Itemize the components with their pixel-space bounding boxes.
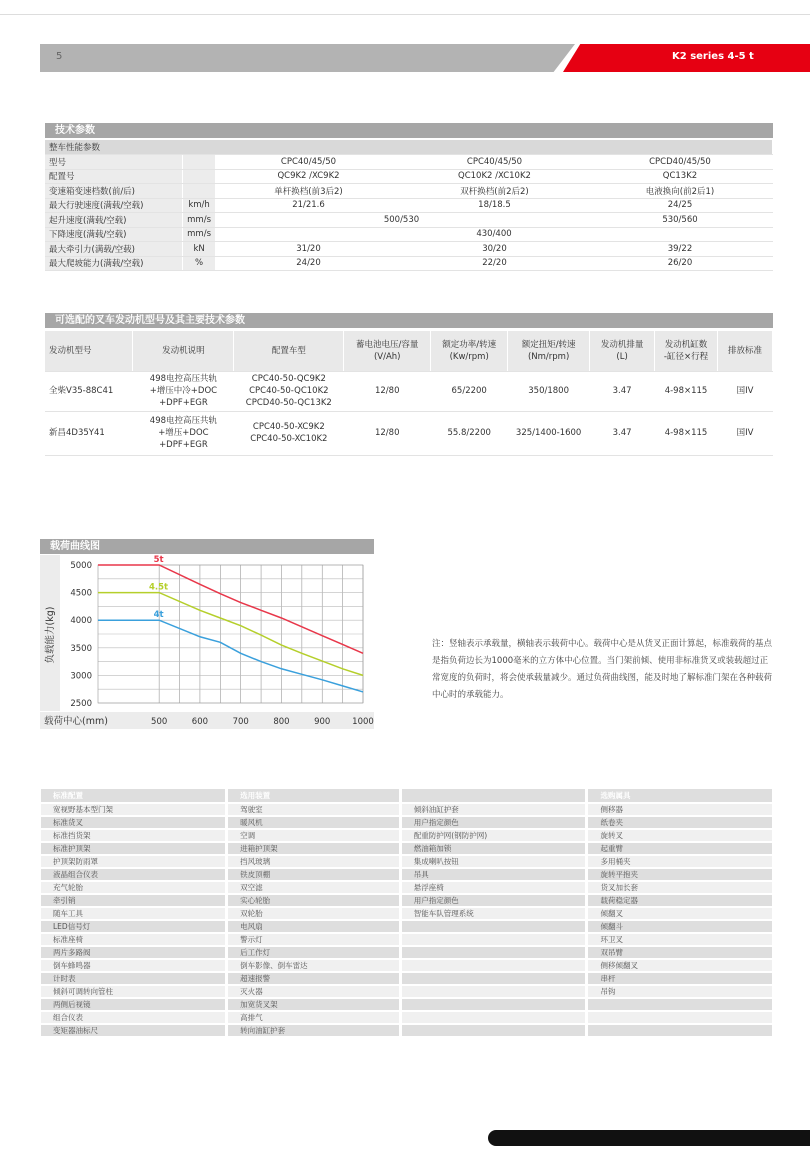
config-item: 牵引销 xyxy=(41,894,227,907)
param-value: CPC40/45/50 xyxy=(216,155,402,170)
config-row xyxy=(41,881,774,894)
tech-params-table xyxy=(45,140,773,271)
engines-header-cell: 蓄电池电压/容量 (V/Ah) xyxy=(344,331,431,371)
param-label: 配置号 xyxy=(45,169,183,184)
series-label: 4.5t xyxy=(149,582,169,593)
param-unit xyxy=(183,155,216,170)
engine-cell: 3.47 xyxy=(590,411,655,455)
config-item: 倾斜油缸护套 xyxy=(400,803,587,816)
config-item: 侧移倾翻叉 xyxy=(587,959,774,972)
config-item: 电风扇 xyxy=(227,920,401,933)
engine-cell: 325/1400-1600 xyxy=(508,411,590,455)
engines-header-cell: 排放标准 xyxy=(718,331,773,371)
config-row xyxy=(41,959,774,972)
config-item: 纸卷夹 xyxy=(587,816,774,829)
tech-param-row xyxy=(45,169,773,184)
engine-cell: 国IV xyxy=(718,411,773,455)
series-label: 5t xyxy=(153,555,164,565)
config-header-row xyxy=(41,789,774,803)
engine-cell: 3.47 xyxy=(590,371,655,411)
config-item: 转向油缸护套 xyxy=(227,1024,401,1037)
param-value: 430/400 xyxy=(216,227,773,242)
x-tick-label: 1000 xyxy=(352,717,374,727)
param-label: 最大爬坡能力(满载/空载) xyxy=(45,256,183,271)
config-item: 双空滤 xyxy=(227,881,401,894)
tech-param-row xyxy=(45,184,773,199)
param-label: 变速箱变速档数(前/后) xyxy=(45,184,183,199)
config-item: 用户指定颜色 xyxy=(400,816,587,829)
config-item: 串杆 xyxy=(587,972,774,985)
param-value: 26/20 xyxy=(587,256,772,271)
x-tick-label: 500 xyxy=(151,717,168,727)
param-label: 最大牵引力(满载/空载) xyxy=(45,242,183,257)
config-item: 铁皮顶棚 xyxy=(227,868,401,881)
config-header-cell xyxy=(400,789,587,803)
param-unit: km/h xyxy=(183,198,216,213)
y-axis-label: 负载能力(kg) xyxy=(45,606,56,664)
config-row xyxy=(41,946,774,959)
config-item: 警示灯 xyxy=(227,933,401,946)
config-header-cell: 标准配置 xyxy=(41,789,227,803)
param-unit: % xyxy=(183,256,216,271)
config-item: 配重防护网(钢防护网) xyxy=(400,829,587,842)
param-value: 24/25 xyxy=(587,198,772,213)
engines-header-cell: 发动机缸数 -缸径×行程 xyxy=(655,331,718,371)
config-item xyxy=(400,972,587,985)
config-item: 倾翻叉 xyxy=(587,907,774,920)
config-item: 双轮胎 xyxy=(227,907,401,920)
config-item: 旋转叉 xyxy=(587,829,774,842)
x-axis-label: 载荷中心(mm) xyxy=(44,716,108,727)
param-value: 双杆换档(前2后2) xyxy=(401,184,587,199)
config-row xyxy=(41,855,774,868)
param-unit xyxy=(183,169,216,184)
engine-cell: 4-98×115 xyxy=(655,411,718,455)
y-tick-label: 4000 xyxy=(70,616,92,627)
config-item: 标准挡货架 xyxy=(41,829,227,842)
config-item: 起重臂 xyxy=(587,842,774,855)
param-value: 21/21.6 xyxy=(216,198,402,213)
config-item: 两片多路阀 xyxy=(41,946,227,959)
config-item: 超速报警 xyxy=(227,972,401,985)
config-item: 倾翻斗 xyxy=(587,920,774,933)
tech-param-row xyxy=(45,213,773,228)
engine-row xyxy=(45,371,773,411)
config-row xyxy=(41,868,774,881)
engine-cell: CPC40-50-XC9K2 CPC40-50-XC10K2 xyxy=(234,411,344,455)
engine-cell: 新昌4D35Y41 xyxy=(45,411,133,455)
config-item: 载荷稳定器 xyxy=(587,894,774,907)
engines-header-row xyxy=(45,331,773,371)
config-item: 加宽货叉架 xyxy=(227,998,401,1011)
config-item: 吊钩 xyxy=(587,985,774,998)
config-item: 环卫叉 xyxy=(587,933,774,946)
config-item: 吊具 xyxy=(400,868,587,881)
config-row xyxy=(41,816,774,829)
tech-params-title: 技术参数 xyxy=(45,123,773,138)
tech-param-row xyxy=(45,242,773,257)
engines-header-cell: 发动机排量 (L) xyxy=(590,331,655,371)
tech-param-row xyxy=(45,155,773,170)
param-value: 单杆换档(前3后2) xyxy=(216,184,402,199)
config-item: 计时表 xyxy=(41,972,227,985)
chart-title: 载荷曲线图 xyxy=(40,539,374,554)
param-value: QC13K2 xyxy=(587,169,772,184)
param-unit xyxy=(183,184,216,199)
tech-param-row xyxy=(45,198,773,213)
x-tick-label: 800 xyxy=(273,717,290,727)
param-value: QC9K2 /XC9K2 xyxy=(216,169,402,184)
config-header-cell: 选购属具 xyxy=(587,789,774,803)
engine-row xyxy=(45,411,773,455)
config-item xyxy=(587,1011,774,1024)
config-row xyxy=(41,972,774,985)
engines-header-cell: 配置车型 xyxy=(234,331,344,371)
param-value: 30/20 xyxy=(401,242,587,257)
param-value: 39/22 xyxy=(587,242,772,257)
config-item xyxy=(587,1024,774,1037)
config-item xyxy=(400,1011,587,1024)
config-item: 进箱护顶架 xyxy=(227,842,401,855)
x-tick-label: 600 xyxy=(191,717,209,727)
config-row xyxy=(41,829,774,842)
config-item: 后工作灯 xyxy=(227,946,401,959)
config-table xyxy=(41,789,775,1038)
config-item xyxy=(587,998,774,1011)
engine-cell: 498电控高压共轨 +增压中冷+DOC +DPF+EGR xyxy=(133,371,234,411)
config-item: 空调 xyxy=(227,829,401,842)
param-value: 22/20 xyxy=(401,256,587,271)
param-value: 24/20 xyxy=(216,256,402,271)
engine-cell: 498电控高压共轨 +增压+DOC +DPF+EGR xyxy=(133,411,234,455)
config-item: 驾驶室 xyxy=(227,803,401,816)
param-label: 型号 xyxy=(45,155,183,170)
config-header-cell: 选用装置 xyxy=(227,789,401,803)
config-item: 灭火器 xyxy=(227,985,401,998)
engine-cell: 12/80 xyxy=(344,411,431,455)
engines-table xyxy=(45,331,773,456)
config-item: 智能车队管理系统 xyxy=(400,907,587,920)
config-row xyxy=(41,1011,774,1024)
param-label: 起升速度(满载/空载) xyxy=(45,213,183,228)
engines-title: 可选配的叉车发动机型号及其主要技术参数 xyxy=(45,313,773,328)
param-value: CPCD40/45/50 xyxy=(587,155,772,170)
engines-header-cell: 发动机型号 xyxy=(45,331,133,371)
config-item: 侧移器 xyxy=(587,803,774,816)
param-value: CPC40/45/50 xyxy=(401,155,587,170)
config-item xyxy=(400,959,587,972)
config-item: 用户指定颜色 xyxy=(400,894,587,907)
engine-cell: 全柴V35-88C41 xyxy=(45,371,133,411)
config-row xyxy=(41,894,774,907)
param-value: 500/530 xyxy=(216,213,588,228)
param-value: QC10K2 /XC10K2 xyxy=(401,169,587,184)
config-row xyxy=(41,803,774,816)
config-item: 宽视野基本型门架 xyxy=(41,803,227,816)
config-item xyxy=(400,985,587,998)
series-label: 4t xyxy=(153,610,164,621)
engines-header-cell: 额定扭矩/转速 (Nm/rpm) xyxy=(508,331,590,371)
config-item: 倾斜可调转向管柱 xyxy=(41,985,227,998)
y-tick-label: 3000 xyxy=(70,671,92,682)
config-item: 倒车影像、倒车雷达 xyxy=(227,959,401,972)
config-item: 标准座椅 xyxy=(41,933,227,946)
engine-cell: 55.8/2200 xyxy=(431,411,508,455)
param-value: 530/560 xyxy=(587,213,772,228)
param-label: 最大行驶速度(满载/空载) xyxy=(45,198,183,213)
config-row xyxy=(41,920,774,933)
config-item: 两侧后视镜 xyxy=(41,998,227,1011)
config-item: LED信号灯 xyxy=(41,920,227,933)
config-item: 悬浮座椅 xyxy=(400,881,587,894)
config-item: 变矩器油标尺 xyxy=(41,1024,227,1037)
param-unit: mm/s xyxy=(183,213,216,228)
chart-note: 注：竖轴表示承载量，横轴表示载荷中心。载荷中心是从货叉正面计算起，标准载荷的基点是指负荷边长为1000毫米的立方体中心位置。当门架前倾、使用非标准货叉或装载超过正常宽度的负荷时，将会使承载量减少。通过负荷曲线图，能及时地了解标准门架在各种载荷中心时的承载能力。 xyxy=(432,639,773,700)
config-item: 高排气 xyxy=(227,1011,401,1024)
x-tick-label: 900 xyxy=(314,717,331,727)
param-label: 下降速度(满载/空载) xyxy=(45,227,183,242)
config-item: 燃油箱加锁 xyxy=(400,842,587,855)
top-divider xyxy=(0,14,810,15)
config-row xyxy=(41,998,774,1011)
config-row xyxy=(41,842,774,855)
config-item xyxy=(400,946,587,959)
config-item xyxy=(400,1024,587,1037)
config-item xyxy=(400,920,587,933)
config-row xyxy=(41,1024,774,1037)
y-tick-label: 3500 xyxy=(70,643,92,654)
engine-cell: CPC40-50-QC9K2 CPC40-50-QC10K2 CPCD40-50-QC13K2 xyxy=(234,371,344,411)
config-item: 标准护顶架 xyxy=(41,842,227,855)
config-item: 暖风机 xyxy=(227,816,401,829)
load-chart xyxy=(40,555,374,729)
config-item: 货叉加长套 xyxy=(587,881,774,894)
config-item: 随车工具 xyxy=(41,907,227,920)
tech-param-row xyxy=(45,256,773,271)
config-row xyxy=(41,985,774,998)
param-value: 电液换向(前2后1) xyxy=(587,184,772,199)
config-item: 双吊臂 xyxy=(587,946,774,959)
config-item: 护顶架防雨罩 xyxy=(41,855,227,868)
engines-header-cell: 发动机说明 xyxy=(133,331,234,371)
engine-cell: 4-98×115 xyxy=(655,371,718,411)
config-item: 旋转平抱夹 xyxy=(587,868,774,881)
engines-header-cell: 额定功率/转速 (Kw/rpm) xyxy=(431,331,508,371)
tech-param-row xyxy=(45,227,773,242)
config-item xyxy=(400,933,587,946)
config-item: 标准货叉 xyxy=(41,816,227,829)
config-item: 挡风玻璃 xyxy=(227,855,401,868)
engine-cell: 12/80 xyxy=(344,371,431,411)
config-item: 集成喇叭按钮 xyxy=(400,855,587,868)
param-unit: mm/s xyxy=(183,227,216,242)
header-band xyxy=(40,44,575,72)
param-unit: kN xyxy=(183,242,216,257)
param-value: 18/18.5 xyxy=(401,198,587,213)
config-item xyxy=(400,998,587,1011)
config-item: 多用桶夹 xyxy=(587,855,774,868)
tech-params-subtitle: 整车性能参数 xyxy=(45,140,773,155)
config-row xyxy=(41,933,774,946)
engine-cell: 350/1800 xyxy=(508,371,590,411)
config-item: 液晶组合仪表 xyxy=(41,868,227,881)
y-tick-label: 5000 xyxy=(70,561,92,571)
param-value: 31/20 xyxy=(216,242,402,257)
scroll-bar[interactable] xyxy=(488,1130,810,1146)
config-item: 倒车蜂鸣器 xyxy=(41,959,227,972)
engine-cell: 65/2200 xyxy=(431,371,508,411)
x-tick-label: 700 xyxy=(232,717,249,727)
page-number: 5 xyxy=(56,51,63,62)
config-item: 实心轮胎 xyxy=(227,894,401,907)
config-row xyxy=(41,907,774,920)
y-tick-label: 2500 xyxy=(70,699,92,709)
config-item: 组合仪表 xyxy=(41,1011,227,1024)
y-tick-label: 4500 xyxy=(70,588,92,599)
config-item: 充气轮胎 xyxy=(41,881,227,894)
engine-cell: 国IV xyxy=(718,371,773,411)
series-title: K2 series 4-5 t xyxy=(672,51,754,62)
